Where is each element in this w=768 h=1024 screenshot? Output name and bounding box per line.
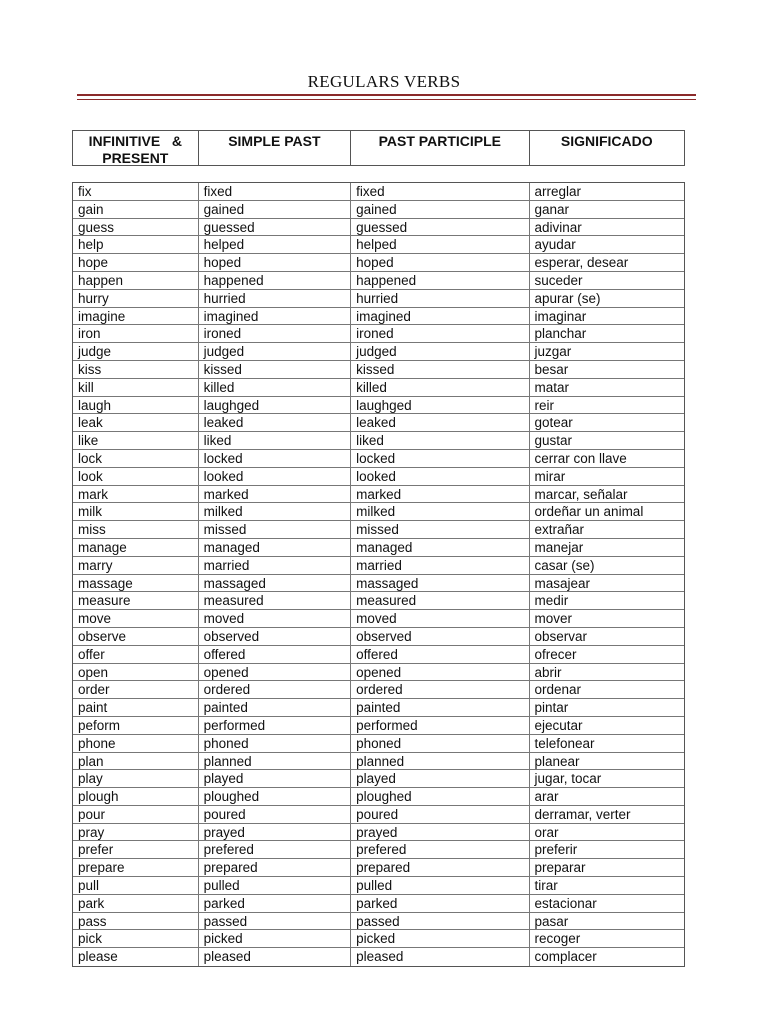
table-row: [73, 770, 684, 788]
simple-past-cell: passed: [199, 913, 352, 930]
header-simple-past: SIMPLE PAST: [199, 131, 352, 165]
infinitive-cell: pour: [73, 806, 199, 823]
past-participle-cell: happened: [351, 272, 529, 289]
simple-past-cell: phoned: [199, 735, 352, 752]
table-row: [73, 913, 684, 931]
infinitive-cell: leak: [73, 414, 199, 431]
significado-cell: arreglar: [534, 184, 582, 199]
infinitive-cell: open: [73, 664, 199, 681]
table-row: [73, 557, 684, 575]
simple-past-cell: guessed: [199, 219, 352, 236]
simple-past-cell: kissed: [199, 361, 352, 378]
significado-cell: jugar, tocar: [534, 771, 602, 787]
infinitive-cell: park: [73, 895, 199, 912]
table-row: [73, 877, 684, 895]
past-participle-cell: moved: [351, 610, 529, 627]
simple-past-cell: observed: [199, 628, 352, 645]
past-participle-cell: picked: [351, 930, 529, 947]
header-infinitive-line1: INFINITIVE &: [88, 133, 182, 149]
significado-cell: ganar: [534, 201, 570, 217]
table-row: [73, 824, 684, 842]
past-participle-cell: passed: [351, 913, 529, 930]
past-participle-cell: prayed: [351, 824, 529, 841]
infinitive-cell: move: [73, 610, 199, 627]
significado-cell: orar: [534, 824, 559, 840]
table-row: [73, 219, 684, 237]
simple-past-cell: ordered: [199, 681, 352, 698]
past-participle-cell: leaked: [351, 414, 529, 431]
past-participle-cell: ordered: [351, 681, 529, 698]
significado-cell: masajear: [534, 575, 591, 591]
simple-past-cell: prayed: [199, 824, 352, 841]
table-row: [73, 948, 684, 966]
infinitive-cell: paint: [73, 699, 199, 716]
simple-past-cell: picked: [199, 930, 352, 947]
infinitive-cell: phone: [73, 735, 199, 752]
infinitive-cell: order: [73, 681, 199, 698]
significado-cell: apurar (se): [534, 290, 601, 306]
infinitive-cell: guess: [73, 219, 199, 236]
past-participle-cell: prefered: [351, 841, 529, 858]
past-participle-cell: guessed: [351, 219, 529, 236]
infinitive-cell: help: [73, 236, 199, 253]
significado-cell: marcar, señalar: [534, 486, 628, 502]
simple-past-cell: married: [199, 557, 352, 574]
significado-cell: arar: [534, 789, 559, 805]
infinitive-cell: plan: [73, 753, 199, 770]
past-participle-cell: judged: [351, 343, 529, 360]
significado-cell: besar: [534, 361, 569, 377]
infinitive-cell: prefer: [73, 841, 199, 858]
past-participle-cell: planned: [351, 753, 529, 770]
infinitive-cell: laugh: [73, 397, 199, 414]
infinitive-cell: massage: [73, 575, 199, 592]
significado-cell: tirar: [534, 878, 558, 894]
simple-past-cell: marked: [199, 486, 352, 503]
past-participle-cell: measured: [351, 592, 529, 609]
simple-past-cell: liked: [199, 432, 352, 449]
table-row: [73, 681, 684, 699]
significado-cell: ordenar: [534, 682, 582, 698]
verb-table: [72, 182, 685, 967]
significado-cell: matar: [534, 379, 570, 395]
table-row: [73, 735, 684, 753]
infinitive-cell: milk: [73, 503, 199, 520]
infinitive-cell: offer: [73, 646, 199, 663]
table-row: [73, 450, 684, 468]
simple-past-cell: fixed: [199, 183, 352, 200]
significado-cell: ejecutar: [534, 717, 583, 733]
infinitive-cell: peform: [73, 717, 199, 734]
simple-past-cell: leaked: [199, 414, 352, 431]
infinitive-cell: look: [73, 468, 199, 485]
infinitive-cell: pick: [73, 930, 199, 947]
significado-cell: juzgar: [534, 344, 572, 360]
significado-cell: gotear: [534, 415, 573, 431]
past-participle-cell: laughged: [351, 397, 529, 414]
table-row: [73, 201, 684, 219]
past-participle-cell: ploughed: [351, 788, 529, 805]
significado-cell: preparar: [534, 860, 586, 876]
infinitive-cell: fix: [73, 183, 199, 200]
table-row: [73, 432, 684, 450]
table-row: [73, 895, 684, 913]
significado-cell: gustar: [534, 433, 573, 449]
table-row: [73, 503, 684, 521]
significado-cell: estacionar: [534, 895, 597, 911]
significado-cell: recoger: [534, 931, 581, 947]
header-past-participle: PAST PARTICIPLE: [351, 131, 529, 165]
significado-cell: planear: [534, 753, 580, 769]
table-row: [73, 753, 684, 771]
infinitive-cell: lock: [73, 450, 199, 467]
significado-cell: manejar: [534, 539, 584, 555]
significado-cell: pasar: [534, 913, 569, 929]
past-participle-cell: ironed: [351, 325, 529, 342]
simple-past-cell: planned: [199, 753, 352, 770]
infinitive-cell: happen: [73, 272, 199, 289]
simple-past-cell: locked: [199, 450, 352, 467]
table-row: [73, 628, 684, 646]
past-participle-cell: killed: [351, 379, 529, 396]
significado-cell: mirar: [534, 468, 566, 484]
table-row: [73, 859, 684, 877]
significado-cell: suceder: [534, 272, 583, 288]
infinitive-cell: mark: [73, 486, 199, 503]
past-participle-cell: imagined: [351, 308, 529, 325]
past-participle-cell: prepared: [351, 859, 529, 876]
past-participle-cell: hoped: [351, 254, 529, 271]
past-participle-cell: hurried: [351, 290, 529, 307]
simple-past-cell: played: [199, 770, 352, 787]
table-row: [73, 930, 684, 948]
significado-cell: ayudar: [534, 237, 576, 253]
simple-past-cell: ironed: [199, 325, 352, 342]
past-participle-cell: massaged: [351, 575, 529, 592]
past-participle-cell: poured: [351, 806, 529, 823]
past-participle-cell: marked: [351, 486, 529, 503]
table-row: [73, 646, 684, 664]
table-row: [73, 361, 684, 379]
infinitive-cell: judge: [73, 343, 199, 360]
table-row: [73, 236, 684, 254]
past-participle-cell: missed: [351, 521, 529, 538]
header-infinitive: [73, 131, 199, 165]
infinitive-cell: kill: [73, 379, 199, 396]
significado-cell: telefonear: [534, 735, 595, 751]
significado-cell: planchar: [534, 326, 587, 342]
simple-past-cell: milked: [199, 503, 352, 520]
table-row: [73, 610, 684, 628]
simple-past-cell: opened: [199, 664, 352, 681]
table-row: [73, 379, 684, 397]
simple-past-cell: helped: [199, 236, 352, 253]
significado-cell: extrañar: [534, 522, 585, 538]
significado-cell: reir: [534, 397, 554, 413]
table-row: [73, 717, 684, 735]
significado-cell: medir: [534, 593, 569, 609]
table-row: [73, 539, 684, 557]
significado-cell: cerrar con llave: [534, 450, 627, 466]
table-row: [73, 486, 684, 504]
significado-cell: preferir: [534, 842, 578, 858]
title-divider-thin: [77, 99, 696, 100]
infinitive-cell: please: [73, 948, 199, 966]
past-participle-cell: milked: [351, 503, 529, 520]
table-row: [73, 806, 684, 824]
infinitive-cell: like: [73, 432, 199, 449]
table-header: [72, 130, 685, 166]
table-row: [73, 254, 684, 272]
past-participle-cell: painted: [351, 699, 529, 716]
past-participle-cell: helped: [351, 236, 529, 253]
title-divider-thick: [77, 94, 696, 96]
past-participle-cell: pleased: [351, 948, 529, 966]
simple-past-cell: measured: [199, 592, 352, 609]
infinitive-cell: pass: [73, 913, 199, 930]
infinitive-cell: hurry: [73, 290, 199, 307]
significado-cell: ordeñar un animal: [534, 504, 644, 520]
simple-past-cell: prefered: [199, 841, 352, 858]
simple-past-cell: pulled: [199, 877, 352, 894]
infinitive-cell: plough: [73, 788, 199, 805]
past-participle-cell: phoned: [351, 735, 529, 752]
significado-cell: derramar, verter: [534, 806, 631, 822]
past-participle-cell: observed: [351, 628, 529, 645]
table-row: [73, 664, 684, 682]
simple-past-cell: gained: [199, 201, 352, 218]
table-row: [73, 343, 684, 361]
table-row: [73, 325, 684, 343]
simple-past-cell: laughged: [199, 397, 352, 414]
significado-cell: casar (se): [534, 557, 595, 573]
table-row: [73, 592, 684, 610]
simple-past-cell: painted: [199, 699, 352, 716]
table-row: [73, 841, 684, 859]
table-row: [73, 468, 684, 486]
past-participle-cell: married: [351, 557, 529, 574]
infinitive-cell: hope: [73, 254, 199, 271]
table-row: [73, 272, 684, 290]
page-title: REGULARS VERBS: [307, 72, 461, 91]
simple-past-cell: hoped: [199, 254, 352, 271]
table-row: [73, 308, 684, 326]
simple-past-cell: prepared: [199, 859, 352, 876]
past-participle-cell: parked: [351, 895, 529, 912]
past-participle-cell: offered: [351, 646, 529, 663]
table-row: [73, 290, 684, 308]
simple-past-cell: parked: [199, 895, 352, 912]
past-participle-cell: performed: [351, 717, 529, 734]
infinitive-cell: play: [73, 770, 199, 787]
significado-cell: esperar, desear: [534, 255, 629, 271]
infinitive-cell: manage: [73, 539, 199, 556]
past-participle-cell: looked: [351, 468, 529, 485]
simple-past-cell: hurried: [199, 290, 352, 307]
past-participle-cell: opened: [351, 664, 529, 681]
table-row: [73, 788, 684, 806]
past-participle-cell: managed: [351, 539, 529, 556]
infinitive-cell: miss: [73, 521, 199, 538]
table-row: [73, 521, 684, 539]
simple-past-cell: judged: [199, 343, 352, 360]
simple-past-cell: looked: [199, 468, 352, 485]
significado-cell: adivinar: [534, 219, 582, 235]
past-participle-cell: kissed: [351, 361, 529, 378]
simple-past-cell: missed: [199, 521, 352, 538]
simple-past-cell: pleased: [199, 948, 352, 966]
infinitive-cell: observe: [73, 628, 199, 645]
past-participle-cell: fixed: [351, 183, 529, 200]
significado-cell: complacer: [534, 949, 597, 965]
simple-past-cell: happened: [199, 272, 352, 289]
significado-cell: mover: [534, 611, 573, 627]
significado-cell: ofrecer: [534, 646, 577, 662]
simple-past-cell: massaged: [199, 575, 352, 592]
infinitive-cell: prepare: [73, 859, 199, 876]
infinitive-cell: pray: [73, 824, 199, 841]
infinitive-cell: measure: [73, 592, 199, 609]
significado-cell: imaginar: [534, 308, 587, 324]
header-infinitive-line2: PRESENT: [102, 150, 169, 166]
significado-cell: observar: [534, 628, 588, 644]
table-row: [73, 575, 684, 593]
past-participle-cell: played: [351, 770, 529, 787]
past-participle-cell: locked: [351, 450, 529, 467]
infinitive-cell: iron: [73, 325, 199, 342]
simple-past-cell: moved: [199, 610, 352, 627]
infinitive-cell: kiss: [73, 361, 199, 378]
header-significado: SIGNIFICADO: [560, 133, 653, 149]
significado-cell: pintar: [534, 700, 569, 716]
table-row: [73, 183, 684, 201]
simple-past-cell: poured: [199, 806, 352, 823]
significado-cell: abrir: [534, 664, 562, 680]
table-row: [73, 699, 684, 717]
simple-past-cell: imagined: [199, 308, 352, 325]
simple-past-cell: offered: [199, 646, 352, 663]
table-row: [73, 397, 684, 415]
past-participle-cell: gained: [351, 201, 529, 218]
infinitive-cell: pull: [73, 877, 199, 894]
infinitive-cell: imagine: [73, 308, 199, 325]
table-row: [73, 414, 684, 432]
simple-past-cell: ploughed: [199, 788, 352, 805]
infinitive-cell: gain: [73, 201, 199, 218]
past-participle-cell: liked: [351, 432, 529, 449]
simple-past-cell: performed: [199, 717, 352, 734]
simple-past-cell: killed: [199, 379, 352, 396]
past-participle-cell: pulled: [351, 877, 529, 894]
simple-past-cell: managed: [199, 539, 352, 556]
infinitive-cell: marry: [73, 557, 199, 574]
